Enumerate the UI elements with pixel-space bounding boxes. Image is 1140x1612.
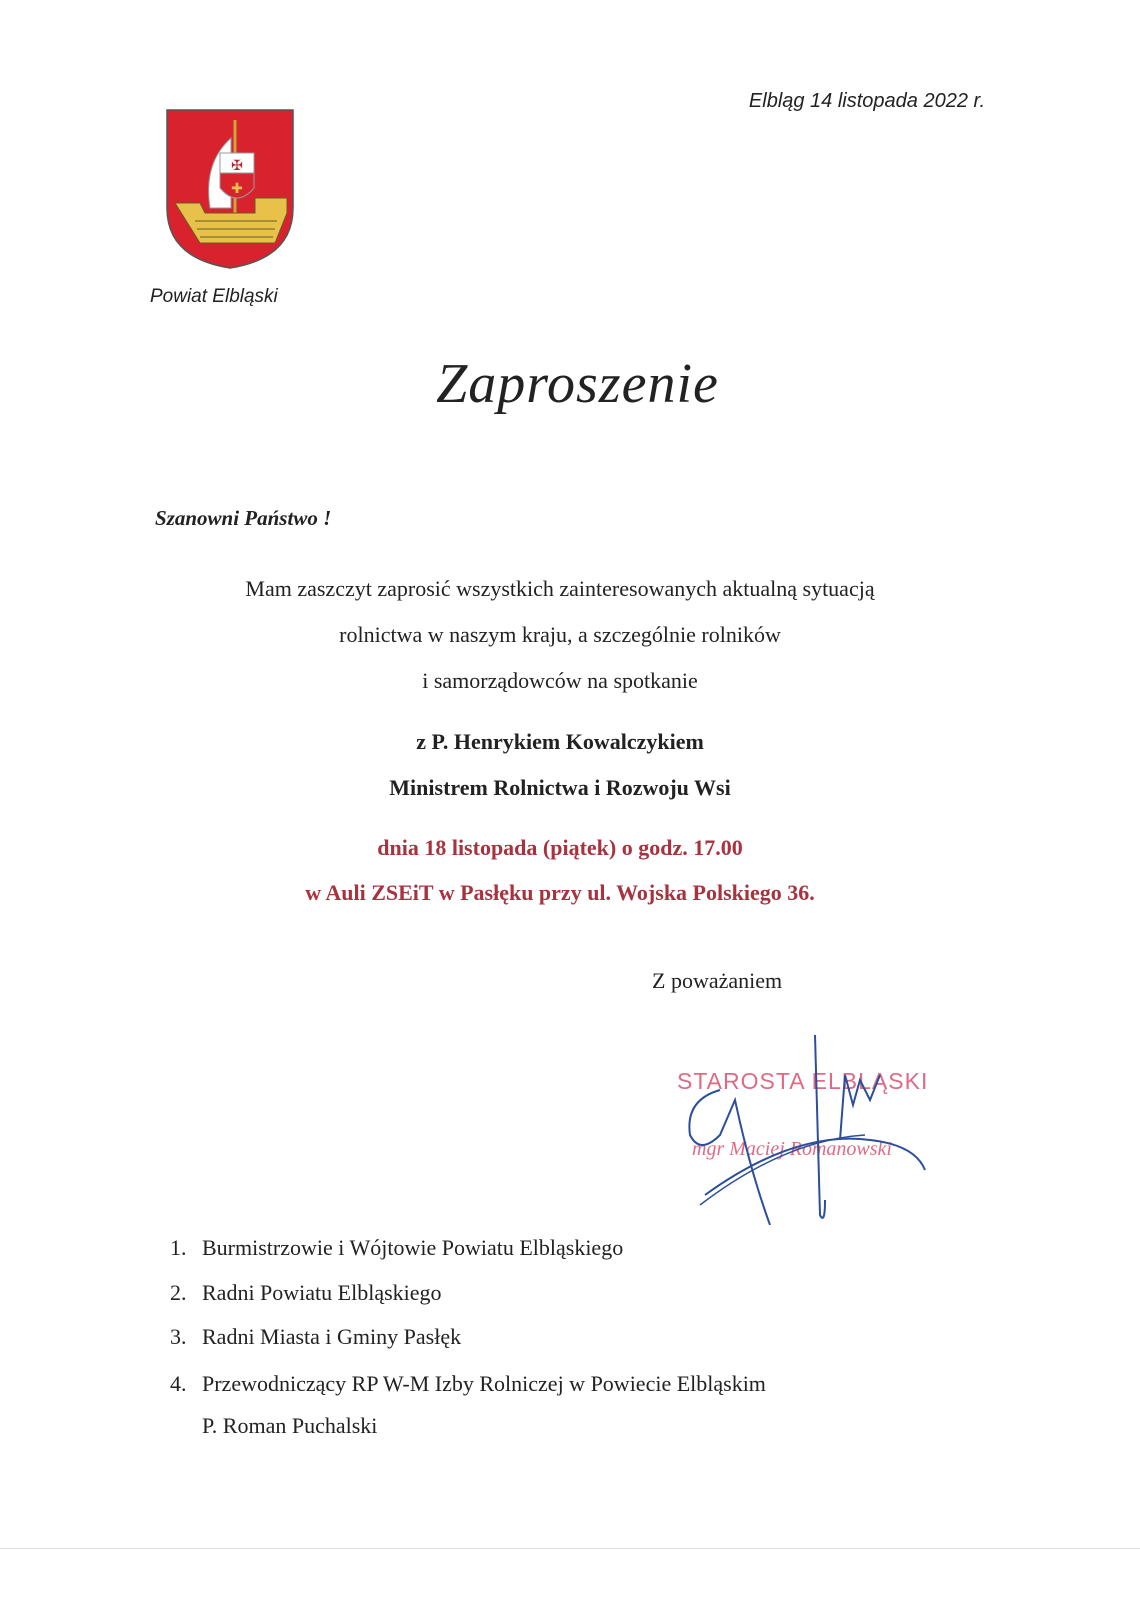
guest-title: Ministrem Rolnictwa i Rozwoju Wsi <box>389 775 731 800</box>
body-line: rolnictwa w naszym kraju, a szczególnie rolników <box>339 622 781 647</box>
body-line: Mam zaszczyt zaprosić wszystkich zainteresowanych aktualną sytuacją <box>245 576 875 601</box>
recipient-item <box>170 1324 461 1350</box>
guest-name: z P. Henrykiem Kowalczykiem <box>416 729 704 754</box>
recipient-text: Burmistrzowie i Wójtowie Powiatu Elbląskiego <box>202 1235 624 1260</box>
greeting: Szanowni Państwo ! <box>155 506 332 530</box>
recipient-text: Przewodniczący RP W-M Izby Rolniczej w Powiecie Elbląskim <box>202 1371 766 1396</box>
document-date: Elbląg 14 listopada 2022 r. <box>748 90 985 112</box>
body-line: i samorządowców na spotkanie <box>422 668 698 693</box>
recipient-number: 3. <box>170 1324 187 1349</box>
svg-text:✚: ✚ <box>231 182 243 197</box>
closing: Z poważaniem <box>652 968 783 993</box>
coat-of-arms-icon <box>165 108 295 270</box>
recipient-number: 2. <box>170 1280 187 1305</box>
recipient-number: 4. <box>170 1371 187 1396</box>
event-location: w Auli ZSEiT w Pasłęku przy ul. Wojska Polskiego 36. <box>305 880 815 905</box>
stamp-title: STAROSTA ELBLĄSKI <box>677 1068 929 1094</box>
svg-text:✠: ✠ <box>231 159 243 174</box>
recipient-text: Radni Powiatu Elbląskiego <box>202 1280 442 1305</box>
stamp-name: mgr Maciej Romanowski <box>692 1138 892 1160</box>
document-title: Zaproszenie <box>436 353 719 415</box>
page-edge-divider <box>0 1548 1140 1549</box>
recipient-item <box>170 1280 442 1306</box>
event-date: dnia 18 listopada (piątek) o godz. 17.00 <box>377 835 743 860</box>
office-name: Powiat Elbląski <box>150 286 278 307</box>
recipient-item <box>170 1235 623 1261</box>
recipient-number: 1. <box>170 1235 187 1260</box>
signature-icon <box>675 1030 965 1225</box>
recipient-extra: P. Roman Puchalski <box>202 1413 378 1438</box>
recipient-item <box>170 1371 766 1397</box>
recipient-text: Radni Miasta i Gminy Pasłęk <box>202 1324 462 1349</box>
